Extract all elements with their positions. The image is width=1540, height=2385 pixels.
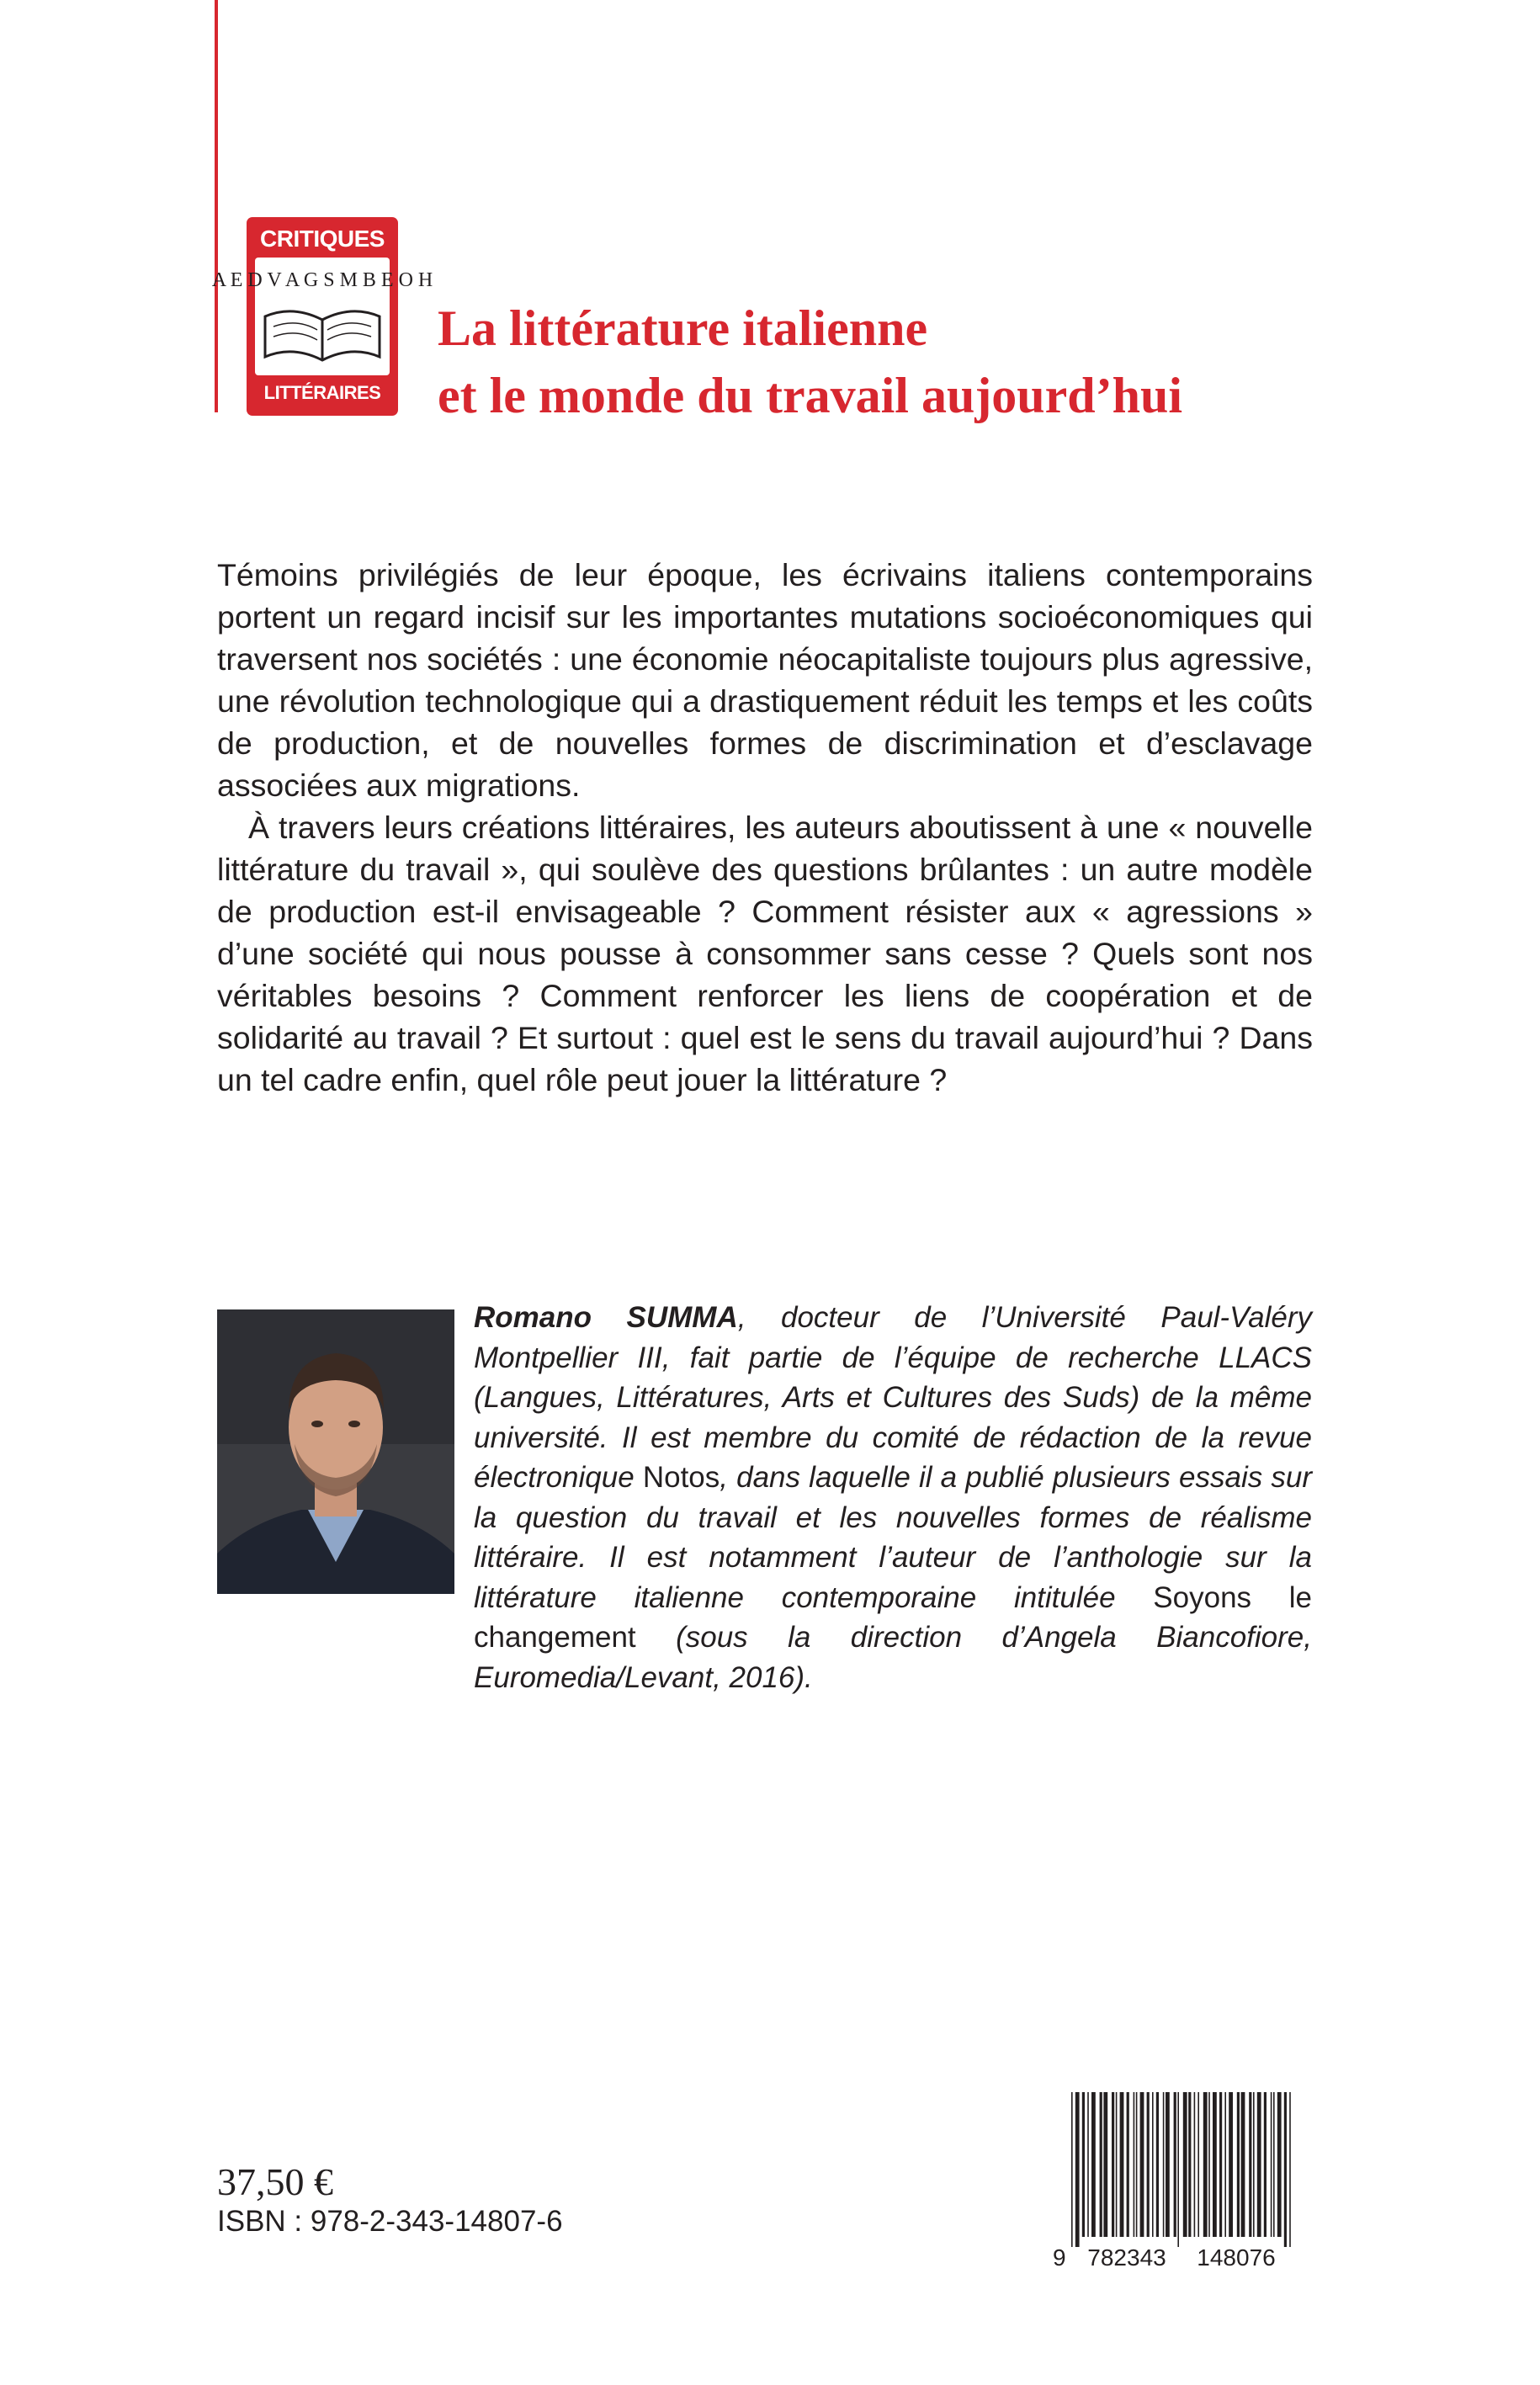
barcode-bar [1224,2092,1226,2237]
barcode-bar [1100,2092,1102,2237]
barcode-bar [1289,2092,1291,2247]
barcode-bar [1188,2092,1191,2237]
barcode-bar [1177,2092,1179,2247]
author-bio-part-1: , docteur de l’Université Paul-Valéry Montpellier III, fait partie de l’équipe de recherche LLACS (Langues, Littératures, Arts et Cultures des Suds) de la même université. Il est membre du comité de rédaction de la revue électronique [474,1301,1312,1494]
barcode-bar [1116,2092,1118,2237]
blurb-paragraph-1: Témoins privilégiés de leur époque, les écrivains italiens contemporains portent un regard incisif sur les importantes mutations socioéconomiques qui traversent nos sociétés : une économie néocapitaliste toujours plus agressive, une révolution technologique qui a drastiquement réduit les temps et les coûts de production, et de nouvelles formes de discrimination et d’esclavage associées aux migrations. [217,557,1313,803]
open-book-icon [211,258,433,375]
barcode-bar [1091,2092,1096,2237]
barcode-bar [1127,2092,1129,2237]
author-bio-part-3: (sous la direction d’Angela Biancofiore, Euromedia/Levant, 2016). [474,1621,1312,1694]
series-logo-letters: A E D V A G S M B E O H [211,269,433,291]
blurb-paragraph-2: À travers leurs créations littéraires, les auteurs aboutissent à une « nouvelle littérature du travail », qui soulève des questions brûlantes : un autre modèle de production est-il envisageable ? Comment résister aux « agressions » d’une société qui nous pousse à consommer sans cesse ? Quels sont nos véritables besoins ? Comment renforcer les liens de coopération et de solidarité au travail ? Et surtout : quel est le sens du travail aujourd’hui ? Dans un tel cadre enfin, quel rôle peut jouer la littérature ? [217,810,1313,1097]
barcode-group-2: 148076 [1197,2244,1276,2271]
barcode-bar [1237,2092,1240,2237]
barcode-bar [1194,2092,1196,2237]
barcode-bar [1203,2092,1208,2237]
barcode-bar [1257,2092,1261,2237]
barcode-bar [1241,2092,1245,2237]
isbn: ISBN : 978-2-343-14807-6 [217,2205,563,2238]
barcode-first-digit: 9 [1053,2244,1066,2271]
barcode-bar [1174,2092,1176,2237]
barcode-bar [1087,2092,1089,2237]
red-vertical-rule [215,0,218,412]
journal-title: Notos [642,1461,720,1494]
title-line-1: La littérature italienne [438,300,928,356]
barcode-bar [1112,2092,1114,2237]
series-logo-top-label: CRITIQUES [260,226,385,252]
barcode-bar [1082,2092,1085,2237]
barcode-bar [1273,2092,1275,2237]
barcode-bar [1156,2092,1159,2237]
series-logo-bottom-label: LITTÉRAIRES [263,382,381,403]
barcode-bar [1147,2092,1150,2237]
barcode-bar [1071,2092,1073,2247]
barcode-bar [1277,2092,1282,2237]
barcode-bar [1271,2092,1272,2237]
book-title [438,295,1363,429]
barcode-bar [1075,2092,1080,2247]
barcode-bar [1136,2092,1138,2237]
author-bio [474,1298,1312,1697]
barcode-bar [1284,2092,1287,2247]
barcode-bar [1152,2092,1154,2237]
barcode-bar [1120,2092,1124,2237]
barcode-bar [1208,2092,1210,2237]
barcode-bar [1134,2092,1135,2237]
author-photo [217,1309,454,1594]
barcode-bar [1166,2092,1170,2237]
barcode-bar [1163,2092,1165,2237]
barcode-bar [1249,2092,1251,2237]
author-name: Romano SUMMA [474,1301,738,1334]
series-logo [211,217,433,416]
barcode-bar [1264,2092,1267,2237]
back-cover-blurb [217,554,1313,1101]
barcode-bar [1213,2092,1217,2237]
author-bio-part-2: , dans laquelle il a publié plusieurs essais sur la question du travail et les nouvelles formes de réalisme littéraire. Il est notamment l’auteur de l’anthologie sur la littérature italienne contemporaine intitulée [474,1461,1312,1614]
barcode-bar [1253,2092,1255,2237]
barcode-bar [1183,2092,1187,2237]
barcode-bar [1197,2092,1199,2237]
anthology-title: Soyons le changement [474,1580,1312,1654]
barcode-bar [1219,2092,1222,2237]
barcode-group-1: 782343 [1087,2244,1166,2271]
barcode-bar [1103,2092,1107,2237]
title-line-2: et le monde du travail aujourd’hui [438,368,1183,423]
barcode-bar [1229,2092,1233,2237]
barcode-bar [1140,2092,1144,2237]
barcode [1046,2087,1302,2271]
price: 37,50 € [217,2160,333,2203]
